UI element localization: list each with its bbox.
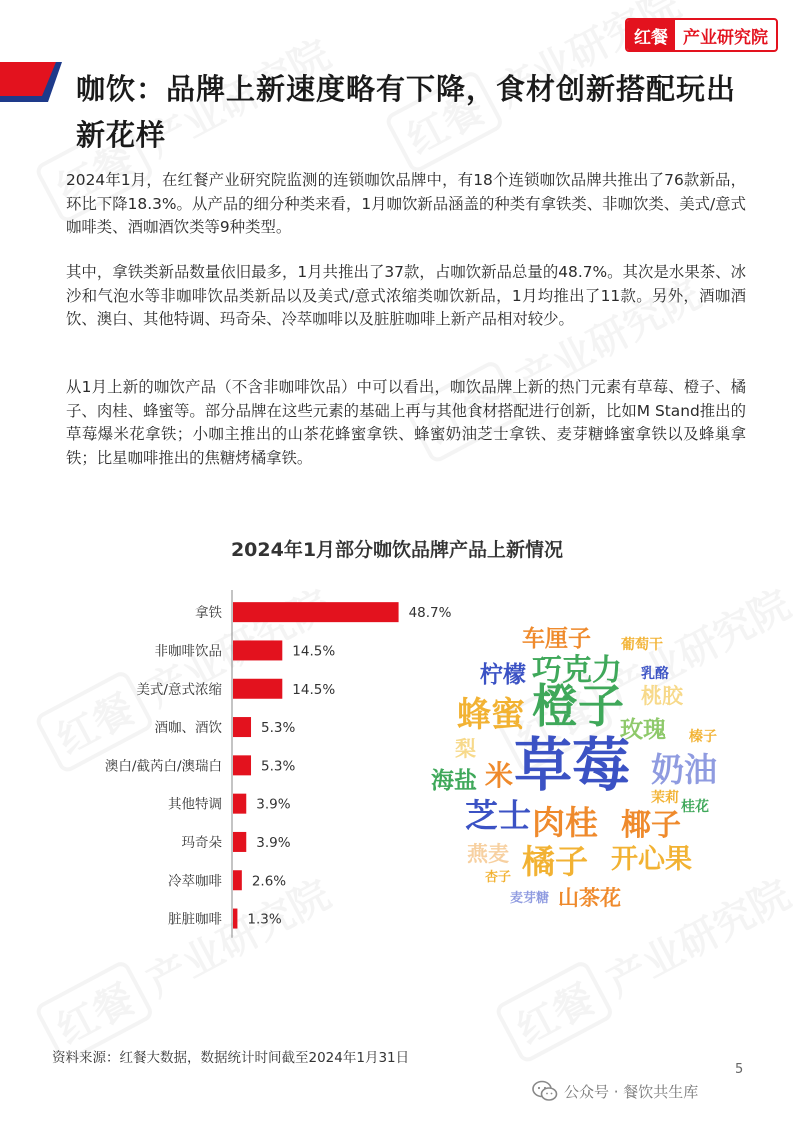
word-cloud-item: 玫瑰 [620, 717, 666, 743]
word-cloud-item: 麦芽糖 [510, 891, 550, 906]
word-cloud-item: 桃胶 [641, 684, 683, 708]
word-cloud-item: 桂花 [681, 799, 709, 815]
value-label: 1.3% [247, 911, 282, 928]
page-title: 咖饮：品牌上新速度略有下降，食材创新搭配玩出新花样 [76, 72, 737, 152]
word-cloud-item: 梨 [455, 737, 476, 761]
word-cloud-item: 奶油 [651, 750, 717, 789]
word-cloud-item: 燕麦 [467, 842, 509, 866]
category-label: 澳白/截芮白/澳瑞白 [104, 758, 222, 775]
brand-logo [625, 18, 778, 52]
word-cloud-item: 橙子 [532, 679, 624, 733]
bar [233, 870, 242, 890]
value-label: 48.7% [408, 605, 452, 622]
title-accent [0, 62, 62, 102]
word-cloud-item: 开心果 [611, 844, 692, 875]
word-cloud [425, 620, 755, 920]
word-cloud-item: 蜂蜜 [457, 695, 525, 735]
word-cloud-item: 车厘子 [522, 626, 591, 652]
bar [233, 602, 399, 622]
footer [532, 1080, 698, 1102]
category-label: 美式/意式浓缩 [136, 681, 222, 698]
word-cloud-item: 米 [485, 759, 514, 792]
word-cloud-item: 榛子 [689, 729, 717, 745]
word-cloud-item: 杏子 [485, 870, 512, 885]
value-label: 2.6% [251, 873, 287, 890]
value-label: 3.9% [256, 796, 291, 813]
value-label: 5.3% [261, 720, 296, 737]
word-cloud-item: 葡萄干 [621, 637, 663, 653]
value-label: 3.9% [256, 834, 291, 851]
category-label: 脏脏咖啡 [168, 911, 222, 928]
wechat-icon [532, 1080, 558, 1102]
chart-title: 2024年1月部分咖饮品牌产品上新情况 [230, 539, 564, 561]
word-cloud-item: 巧克力 [532, 653, 622, 688]
bar [233, 794, 246, 814]
word-cloud-item: 橘子 [522, 842, 588, 881]
logo-mark: 红餐 [627, 20, 675, 50]
category-label: 冷萃咖啡 [168, 873, 222, 890]
value-label: 5.3% [261, 758, 296, 775]
category-label: 其他特调 [168, 796, 222, 813]
footer-text: 公众号 · 餐饮共生库 [564, 1082, 699, 1101]
bar [233, 909, 237, 929]
word-cloud-item: 茉莉 [651, 790, 679, 806]
bar [233, 640, 282, 660]
category-label: 酒咖、酒饮 [154, 720, 222, 737]
watermark-mark [493, 959, 615, 1065]
value-label: 14.5% [292, 681, 336, 698]
paragraph-2: 其中，拿铁类新品数量依旧最多，1月共推出了37款，占咖饮新品总量的48.7%。其次是水果茶、冰沙和气泡水等非咖啡饮品类新品以及美式/意式浓缩类咖饮新品，1月均推出了11款。另外，酒咖酒饮、澳白、其他特调、玛奇朵、冷萃咖啡以及脏脏咖啡上新产品相对较少。 [66, 263, 746, 328]
word-cloud-item: 椰子 [621, 808, 681, 843]
bar [233, 755, 251, 775]
word-cloud-item: 肉桂 [532, 803, 598, 842]
value-label: 14.5% [292, 643, 336, 660]
bar [233, 679, 282, 699]
word-cloud-item: 草莓 [514, 731, 631, 799]
paragraph-1: 2024年1月，在红餐产业研究院监测的连锁咖饮品牌中，有18个连锁咖饮品牌共推出了76款新品，环比下降18.3%。从产品的细分种类来看，1月咖饮新品涵盖的种类有拿铁类、非咖饮类、美式/意式咖啡类、酒咖酒饮类等9种类型。 [66, 171, 746, 236]
word-cloud-item: 柠檬 [480, 662, 526, 688]
bar-chart [40, 590, 490, 940]
category-label: 非咖啡饮品 [154, 643, 222, 660]
data-source: 资料来源：红餐大数据，数据统计时间截至2024年1月31日 [52, 1050, 410, 1066]
bar [233, 832, 246, 852]
paragraph-3: 从1月上新的咖饮产品（不含非咖啡饮品）中可以看出，咖饮品牌上新的热门元素有草莓、橙子、橘子、肉桂、蜂蜜等。部分品牌在这些元素的基础上再与其他食材搭配进行创新，比如M Stand推出的草莓爆米花拿铁；小咖主推出的山茶花蜂蜜拿铁、蜂蜜奶油芝士拿铁、麦芽糖蜂蜜拿铁以及蜂巢拿铁；比星咖啡推出的焦糖烤橘拿铁。 [66, 378, 746, 467]
bar [233, 717, 251, 737]
word-cloud-item: 芝士 [465, 796, 531, 835]
page-number: 5 [735, 1062, 744, 1077]
word-cloud-item: 山茶花 [558, 886, 621, 910]
category-label: 玛奇朵 [181, 834, 222, 851]
logo-name: 产业研究院 [683, 27, 768, 48]
category-label: 拿铁 [195, 605, 222, 622]
word-cloud-item: 海盐 [431, 768, 477, 794]
word-cloud-item: 乳酪 [641, 666, 669, 682]
